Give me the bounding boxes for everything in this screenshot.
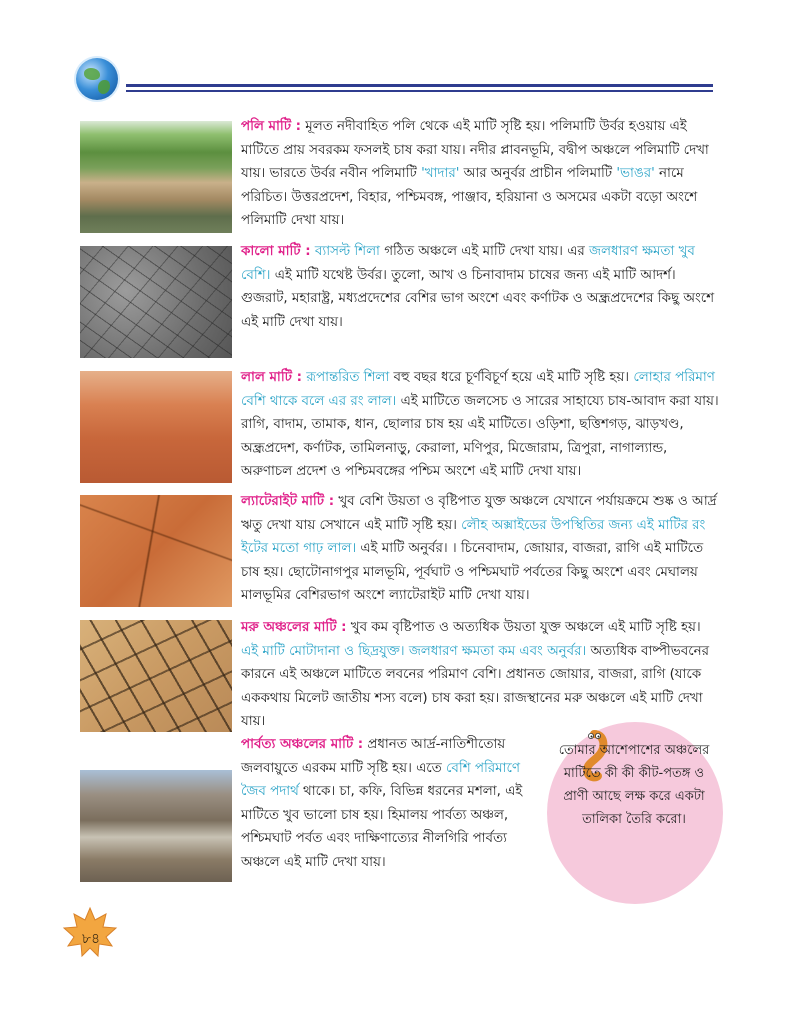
alluvial-soil-title: পলি মাটি : [241, 119, 302, 134]
mountain-soil-photo [80, 770, 232, 882]
red-soil-paragraph: লাল মাটি : রূপান্তরিত শিলা বহু বছর ধরে চূর্ণবিচূর্ণ হয়ে এই মাটি সৃষ্টি হয়। লোহার পরিমাণ বেশি থাকে বলে এর রং লাল। এই মাটিতে জলসেচ ও সারের সাহায্যে চাষ-আবাদ করা যায়। রাগি, বাদাম, তামাক, ধান, ছোলার চাষ হয় এই মাটিতে। ওড়িশা, ছত্তিশগড়, ঝাড়খণ্ড, অন্ধ্রপ্রদেশ, কর্ণাটক, তামিলনাড়ু, কেরালা, মণিপুর, মিজোরাম, ত্রিপুরা, নাগাল্যান্ড, অরুণাচল প্রদেশ ও পশ্চিমবঙ্গের পশ্চিম অংশে এই মাটি দেখা যায়। [241, 370, 723, 480]
red-soil-title: লাল মাটি : [241, 370, 302, 385]
black-soil-photo [80, 246, 232, 358]
black-soil-title: কালো মাটি : [241, 244, 311, 259]
laterite-soil-photo [80, 495, 232, 607]
header-rule-secondary [126, 90, 713, 92]
page-number: ৮৪ [81, 931, 101, 947]
desert-soil-title: মরু অঞ্চলের মাটি : [241, 620, 347, 635]
laterite-soil-title: ল্যাটেরাইট মাটি : [241, 494, 335, 509]
desert-soil-paragraph: মরু অঞ্চলের মাটি : খুব কম বৃষ্টিপাত ও অত্যধিক উয়তা যুক্ত অঞ্চলে এই মাটি সৃষ্টি হয়। এই মাটি মোটাদানা ও ছিদ্রযুক্ত। জলধারণ ক্ষমতা কম এবং অনুর্বর। অত্যধিক বাষ্পীভবনের কারনে এই অঞ্চলে মাটিতে লবনের পরিমাণ বেশি। প্রধানত জোয়ার, বাজরা, রাগি (যাকে এককথায় মিলেট জাতীয় শস্য বলে) চাষ করা হয়। রাজস্থানের মরু অঞ্চলে এই মাটি দেখা যায়। [241, 620, 714, 730]
header-rule [126, 84, 713, 87]
mountain-soil-paragraph: পার্বত্য অঞ্চলের মাটি : প্রধানত আর্দ্র-নাতিশীতোয় জলবায়ুতে এরকম মাটি সৃষ্টি হয়। এতে বেশি পরিমাণে জৈব পদার্থ থাকে। চা, কফি, বিভিন্ন ধরনের মশলা, এই মাটিতে খুব ভালো চাষ হয়। হিমালয় পার্বত্য অঞ্চল, পশ্চিমঘাট পর্বত এবং দাক্ষিণাত্যের নীলগিরি পার্বত্য অঞ্চলে এই মাটি দেখা যায়। [241, 737, 527, 870]
globe-icon [76, 58, 118, 100]
alluvial-soil-photo [80, 121, 232, 233]
black-soil-paragraph: কালো মাটি : ব্যাসল্ট শিলা গঠিত অঞ্চলে এই মাটি দেখা যায়। এর জলধারণ ক্ষমতা খুব বেশি। এই মাটি যথেষ্ট উর্বর। তুলো, আখ ও চিনাবাদাম চাষের জন্য এই মাটি আদর্শ। গুজরাট, মহারাষ্ট্র, মধ্যপ্রদেশের বেশির ভাগ অংশে এবং কর্ণাটক ও অন্ধ্রপ্রদেশের কিছু অংশে এই মাটি দেখা যায়। [241, 244, 719, 330]
activity-text: তোমার আশেপাশের অঞ্চলের মাটিতে কী কী কীট-পতঙ্গ ও প্রাণী আছে লক্ষ করে একটা তালিকা তৈরি করো। [558, 743, 710, 827]
red-soil-photo [80, 371, 232, 483]
alluvial-soil-paragraph: পলি মাটি : মূলত নদীবাহিত পলি থেকে এই মাটি সৃষ্টি হয়। পলিমাটি উর্বর হওয়ায় এই মাটিতে প্রায় সবরকম ফসলই চাষ করা যায়। নদীর প্লাবনভূমি, বদ্বীপ অঞ্চলে পলিমাটি দেখা যায়। ভারতে উর্বর নবীন পলিমাটি 'খাদার' আর অনুর্বর প্রাচীন পলিমাটি 'ভাঙর' নামে পরিচিত। উত্তরপ্রদেশ, বিহার, পশ্চিমবঙ্গ, পাঞ্জাব, হরিয়ানা ও অসমের একটা বড়ো অংশে পলিমাটি দেখা যায়। [241, 119, 714, 229]
mountain-soil-title: পার্বত্য অঞ্চলের মাটি : [241, 737, 364, 752]
laterite-soil-paragraph: ল্যাটেরাইট মাটি : খুব বেশি উয়তা ও বৃষ্টিপাত যুক্ত অঞ্চলে যেখানে পর্যায়ক্রমে শুষ্ক ও আর্দ্র ঋতু দেখা যায় সেখানে এই মাটি সৃষ্টি হয়। লৌহ অক্সাইডের উপস্থিতির জন্য এই মাটির রং ইটের মতো গাঢ় লাল। এই মাটি অনুর্বর। । চিনেবাদাম, জোয়ার, বাজরা, রাগি এই মাটিতে চাষ হয়। ছোটোনাগপুর মালভূমি, পূর্বঘাট ও পশ্চিমঘাট পর্বতের কিছু অংশে এবং মেঘালয় মালভূমির বেশিরভাগ অংশে ল্যাটেরাইট মাটি দেখা যায়। [241, 494, 721, 604]
desert-soil-photo [80, 620, 232, 732]
